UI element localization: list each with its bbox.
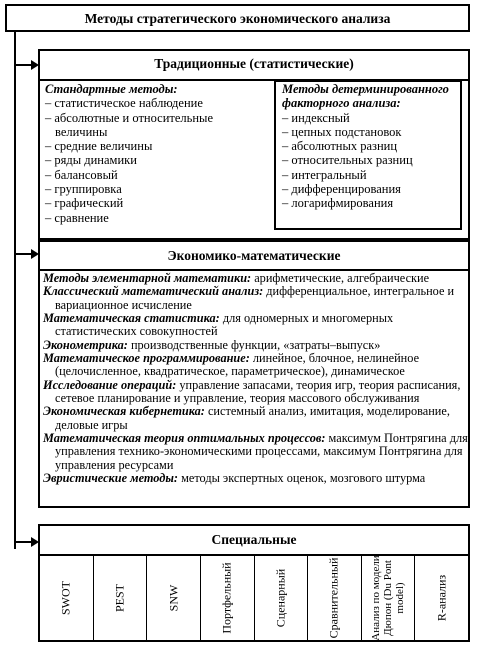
econ-math-entry bbox=[43, 285, 470, 312]
entry-term: Эконометрика: bbox=[43, 337, 128, 352]
entry-term: Исследование операций: bbox=[43, 377, 177, 392]
entry-text: производственные функции, «затраты–выпуск» bbox=[127, 337, 381, 352]
method-label: PEST bbox=[112, 583, 127, 613]
special-method-r-analysis bbox=[414, 556, 468, 640]
list-item: – балансовый bbox=[45, 167, 118, 182]
method-label: Портфельный bbox=[219, 562, 234, 634]
special-method-pest bbox=[93, 556, 147, 640]
list-item: – статистическое наблюдение bbox=[45, 96, 203, 111]
list-item: – цепных подстановок bbox=[282, 124, 402, 139]
entry-text: методы экспертных оценок, мозгового штурма bbox=[178, 471, 426, 486]
method-label: SNW bbox=[166, 584, 181, 612]
econ-math-entry bbox=[43, 339, 470, 352]
entry-term: Методы элементарной математики: bbox=[43, 271, 252, 285]
econ-math-entry bbox=[43, 472, 470, 485]
list-item: – графический bbox=[45, 196, 124, 211]
list-item: – абсолютные и относительные величины bbox=[45, 110, 213, 139]
list-item: – группировка bbox=[45, 182, 122, 197]
entry-text: дифференциальное, интегральное и вариационное исчисление bbox=[55, 284, 455, 312]
econ-math-entry bbox=[43, 312, 470, 339]
econ-math-entry bbox=[43, 405, 470, 432]
special-methods-grid bbox=[40, 556, 468, 640]
main-title-box bbox=[5, 4, 470, 32]
list-item: – индексный bbox=[282, 110, 350, 125]
standard-methods-heading: Стандартные методы: bbox=[45, 82, 178, 96]
entry-text: системный анализ, имитация, моделирование, деловые игры bbox=[55, 404, 450, 432]
entry-term: Эвристические методы: bbox=[43, 471, 178, 486]
list-item: – средние величины bbox=[45, 139, 153, 154]
entry-text: управление запасами, теория игр, теория расписания, сетевое планирование и управление, теория массового обслуживания bbox=[55, 377, 461, 406]
special-method-swot bbox=[40, 556, 93, 640]
list-item: – сравнение bbox=[45, 210, 109, 225]
standard-methods-list bbox=[45, 82, 250, 225]
econ-math-entry bbox=[43, 352, 470, 379]
determined-methods-list bbox=[282, 82, 460, 211]
list-item: – интегральный bbox=[282, 167, 367, 182]
main-title: Методы стратегического экономического анализа bbox=[84, 11, 391, 26]
econ-math-entry bbox=[43, 272, 470, 285]
entry-text: максимум Понтрягина для управления технико-экономическими процессами, максимум Понтрягина для управления ресурсами bbox=[55, 431, 468, 472]
special-method-snw bbox=[146, 556, 200, 640]
entry-term: Математическое программирование: bbox=[43, 351, 250, 366]
method-label: Сценарный bbox=[273, 568, 288, 628]
list-item: – ряды динамики bbox=[45, 153, 137, 168]
traditional-title: Традиционные (статистические) bbox=[154, 56, 354, 71]
determined-methods-heading: Методы детерминированного факторного анализа: bbox=[282, 82, 449, 111]
main-trunk-line bbox=[14, 31, 16, 549]
entry-term: Экономическая кибернетика: bbox=[43, 404, 205, 419]
entry-term: Классический математический анализ: bbox=[43, 284, 264, 299]
entry-text: арифметические, алгебраические bbox=[251, 271, 430, 285]
entry-term: Математическая статистика: bbox=[43, 311, 220, 326]
method-label: SWOT bbox=[58, 581, 73, 615]
method-label: R-анализ bbox=[434, 574, 449, 622]
econ-math-title: Экономико-математические bbox=[167, 248, 341, 263]
special-title: Специальные bbox=[211, 532, 297, 547]
list-item: – абсолютных разниц bbox=[282, 139, 398, 154]
list-item: – дифференцирования bbox=[282, 182, 401, 197]
special-method-comparative bbox=[307, 556, 361, 640]
econ-math-entry bbox=[43, 432, 470, 472]
special-method-scenario bbox=[254, 556, 308, 640]
list-item: – относительных разниц bbox=[282, 153, 413, 168]
method-label: Анализ по модели Дюпон (Du Pont model) bbox=[370, 555, 407, 641]
entry-text: для одномерных и многомерных статистических совокупностей bbox=[55, 311, 394, 339]
entry-term: Математическая теория оптимальных процессов: bbox=[43, 431, 326, 446]
entry-text: линейное, блочное, нелинейное (целочисленное, квадратическое, параметрическое), динамическое bbox=[55, 351, 420, 379]
special-box bbox=[38, 524, 470, 642]
econ-math-entry bbox=[43, 379, 470, 406]
econ-math-entries bbox=[43, 272, 470, 486]
special-method-portfolio bbox=[200, 556, 254, 640]
list-item: – логарифмирования bbox=[282, 196, 394, 211]
special-method-dupont bbox=[361, 556, 415, 640]
method-label: Сравнительный bbox=[326, 557, 341, 639]
